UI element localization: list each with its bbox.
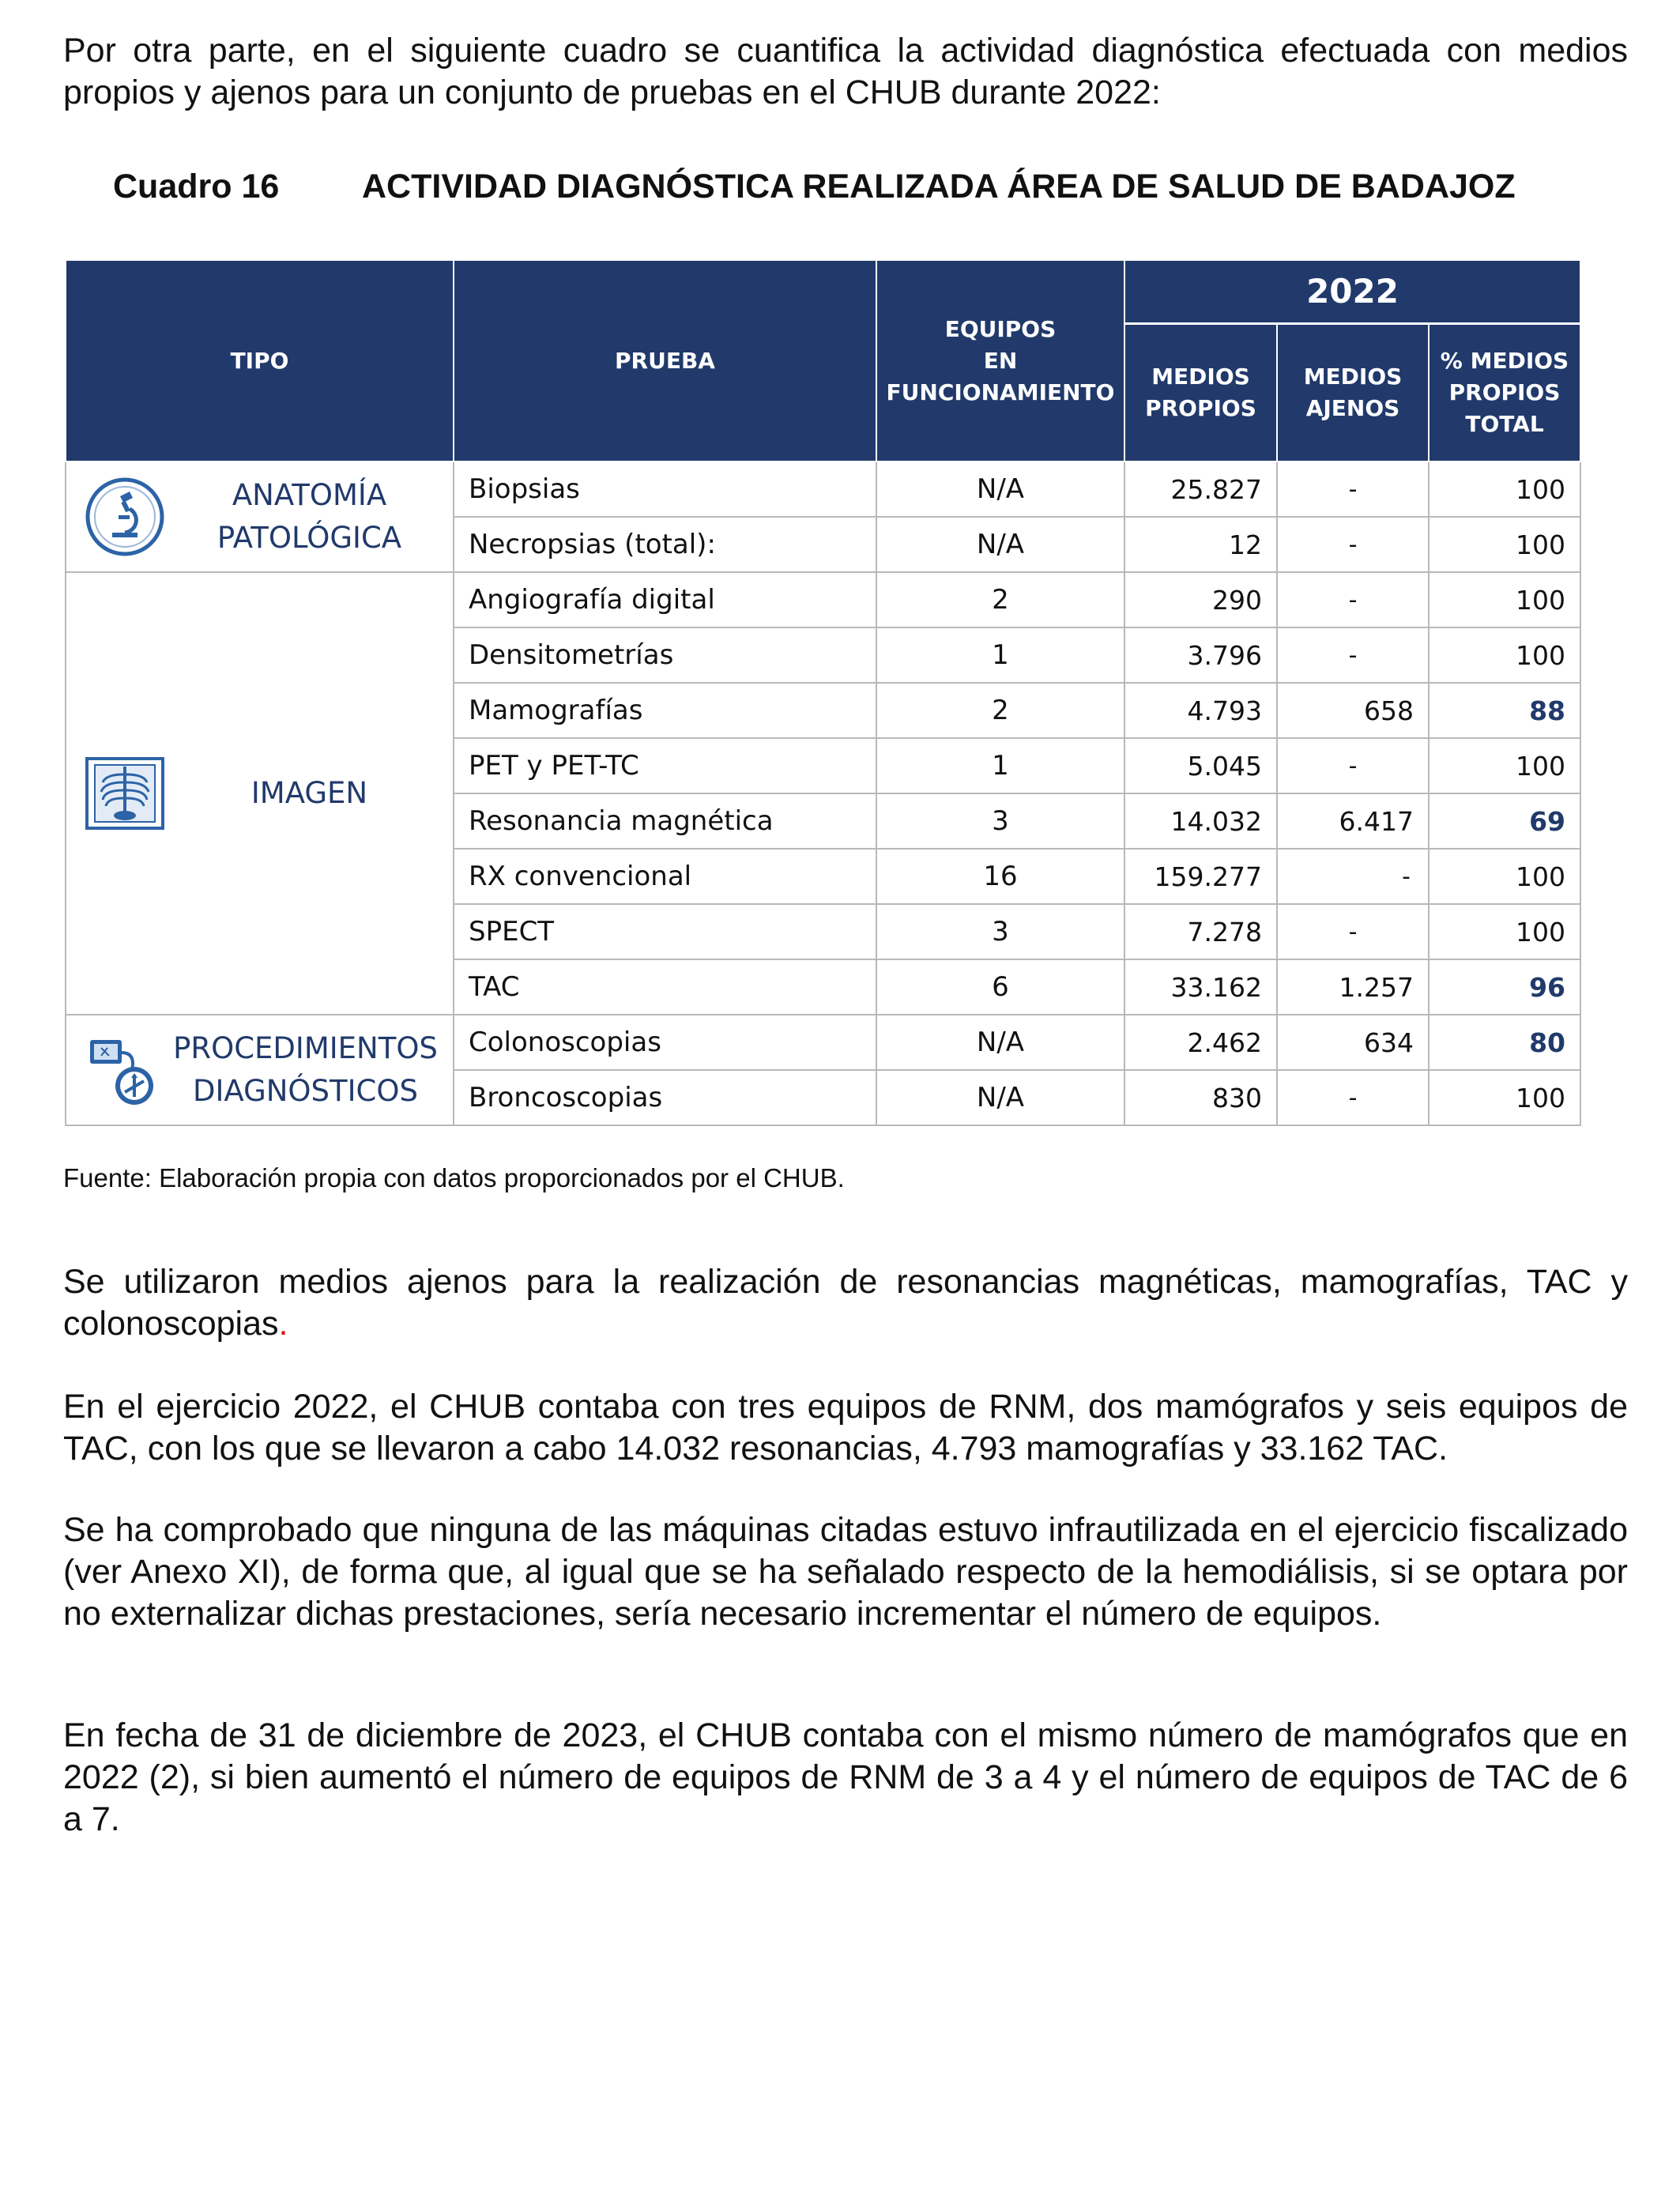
- ajenos-cell: -: [1277, 1070, 1429, 1125]
- table-row: [66, 572, 1580, 627]
- ajenos-cell: -: [1277, 627, 1429, 683]
- microscope-icon: [84, 476, 166, 558]
- ajenos-cell: 1.257: [1277, 959, 1429, 1015]
- header-year: 2022: [1124, 260, 1580, 324]
- ajenos-cell: -: [1277, 849, 1429, 904]
- pct-cell: 100: [1429, 517, 1580, 572]
- prueba-cell: Necropsias (total):: [454, 517, 876, 572]
- equipos-cell: 3: [876, 793, 1124, 849]
- propios-cell: 12: [1124, 517, 1277, 572]
- pct-cell: 100: [1429, 738, 1580, 793]
- equipos-cell: 1: [876, 627, 1124, 683]
- paragraph-3: Se ha comprobado que ninguna de las máquinas citadas estuvo infrautilizada en el ejercicio fiscalizado (ver Anexo XI), de forma que, al igual que se ha señalado respecto de la hemodiálisis, si se optara por no externalizar dichas prestaciones, sería necesario incrementar el número de equipos.: [63, 1511, 1628, 1633]
- propios-cell: 3.796: [1124, 627, 1277, 683]
- equipos-cell: 2: [876, 683, 1124, 738]
- propios-cell: 33.162: [1124, 959, 1277, 1015]
- ajenos-cell: -: [1277, 738, 1429, 793]
- equipos-cell: 3: [876, 904, 1124, 959]
- group-procedimientos-diagnosticos: PROCEDIMIENTOS DIAGNÓSTICOS: [66, 1015, 454, 1125]
- xray-icon: [84, 755, 166, 831]
- ajenos-cell: -: [1277, 904, 1429, 959]
- prueba-cell: Resonancia magnética: [454, 793, 876, 849]
- propios-cell: 290: [1124, 572, 1277, 627]
- propios-cell: 7.278: [1124, 904, 1277, 959]
- prueba-cell: Densitometrías: [454, 627, 876, 683]
- ajenos-cell: -: [1277, 517, 1429, 572]
- table-row: [66, 462, 1580, 517]
- prueba-cell: PET y PET-TC: [454, 738, 876, 793]
- prueba-cell: SPECT: [454, 904, 876, 959]
- pct-cell: 88: [1429, 683, 1580, 738]
- paragraph-2: En el ejercicio 2022, el CHUB contaba con tres equipos de RNM, dos mamógrafos y seis equipos de TAC, con los que se llevaron a cabo 14.032 resonancias, 4.793 mamografías y 33.162 TAC.: [63, 1388, 1628, 1467]
- propios-cell: 2.462: [1124, 1015, 1277, 1070]
- pct-cell: 100: [1429, 572, 1580, 627]
- ajenos-cell: 658: [1277, 683, 1429, 738]
- header-medios-propios: MEDIOS PROPIOS: [1124, 324, 1277, 462]
- equipos-cell: N/A: [876, 517, 1124, 572]
- group-anatomia-patologica: ANATOMÍA PATOLÓGICA: [66, 462, 454, 572]
- equipos-cell: N/A: [876, 462, 1124, 517]
- pct-cell: 100: [1429, 904, 1580, 959]
- pct-cell: 100: [1429, 849, 1580, 904]
- equipos-cell: 1: [876, 738, 1124, 793]
- equipos-cell: 6: [876, 959, 1124, 1015]
- prueba-cell: Colonoscopias: [454, 1015, 876, 1070]
- prueba-cell: Mamografías: [454, 683, 876, 738]
- equipos-cell: 2: [876, 572, 1124, 627]
- paragraph-4: En fecha de 31 de diciembre de 2023, el CHUB contaba con el mismo número de mamógrafos que en 2022 (2), si bien aumentó el número de equipos de RNM de 3 a 4 y el número de equipos de TAC de 6 a 7.: [63, 1716, 1628, 1838]
- intro-paragraph: Por otra parte, en el siguiente cuadro se cuantifica la actividad diagnóstica efectuada con medios propios y ajenos para un conjunto de pruebas en el CHUB durante 2022:: [63, 32, 1628, 111]
- propios-cell: 5.045: [1124, 738, 1277, 793]
- equipos-cell: N/A: [876, 1070, 1124, 1125]
- propios-cell: 14.032: [1124, 793, 1277, 849]
- prueba-cell: Biopsias: [454, 462, 876, 517]
- prueba-cell: RX convencional: [454, 849, 876, 904]
- header-pct-propios: % MEDIOS PROPIOS TOTAL: [1429, 324, 1580, 462]
- propios-cell: 159.277: [1124, 849, 1277, 904]
- propios-cell: 4.793: [1124, 683, 1277, 738]
- caption-label: Cuadro 16: [113, 168, 280, 205]
- diagnostic-activity-table: [65, 259, 1581, 1126]
- ajenos-cell: -: [1277, 462, 1429, 517]
- endoscopy-icon: [84, 1029, 166, 1111]
- propios-cell: 25.827: [1124, 462, 1277, 517]
- table-row: [66, 1015, 1580, 1070]
- ajenos-cell: -: [1277, 572, 1429, 627]
- pct-cell: 80: [1429, 1015, 1580, 1070]
- pct-cell: 100: [1429, 627, 1580, 683]
- caption-title: ACTIVIDAD DIAGNÓSTICA REALIZADA ÁREA DE SALUD DE BADAJOZ: [362, 168, 1516, 205]
- paragraph-1: Se utilizaron medios ajenos para la realización de resonancias magnéticas, mamografías, TAC y colonoscopias.: [63, 1263, 1628, 1343]
- prueba-cell: Angiografía digital: [454, 572, 876, 627]
- header-medios-ajenos: MEDIOS AJENOS: [1277, 324, 1429, 462]
- prueba-cell: Broncoscopias: [454, 1070, 876, 1125]
- group-imagen: IMAGEN: [66, 572, 454, 1015]
- table-source: Fuente: Elaboración propia con datos proporcionados por el CHUB.: [63, 1163, 845, 1192]
- header-equipos: EQUIPOS EN FUNCIONAMIENTO: [876, 260, 1124, 462]
- header-tipo: TIPO: [66, 260, 454, 462]
- ajenos-cell: 6.417: [1277, 793, 1429, 849]
- header-prueba: PRUEBA: [454, 260, 876, 462]
- pct-cell: 100: [1429, 462, 1580, 517]
- equipos-cell: N/A: [876, 1015, 1124, 1070]
- prueba-cell: TAC: [454, 959, 876, 1015]
- pct-cell: 100: [1429, 1070, 1580, 1125]
- pct-cell: 96: [1429, 959, 1580, 1015]
- pct-cell: 69: [1429, 793, 1580, 849]
- ajenos-cell: 634: [1277, 1015, 1429, 1070]
- propios-cell: 830: [1124, 1070, 1277, 1125]
- equipos-cell: 16: [876, 849, 1124, 904]
